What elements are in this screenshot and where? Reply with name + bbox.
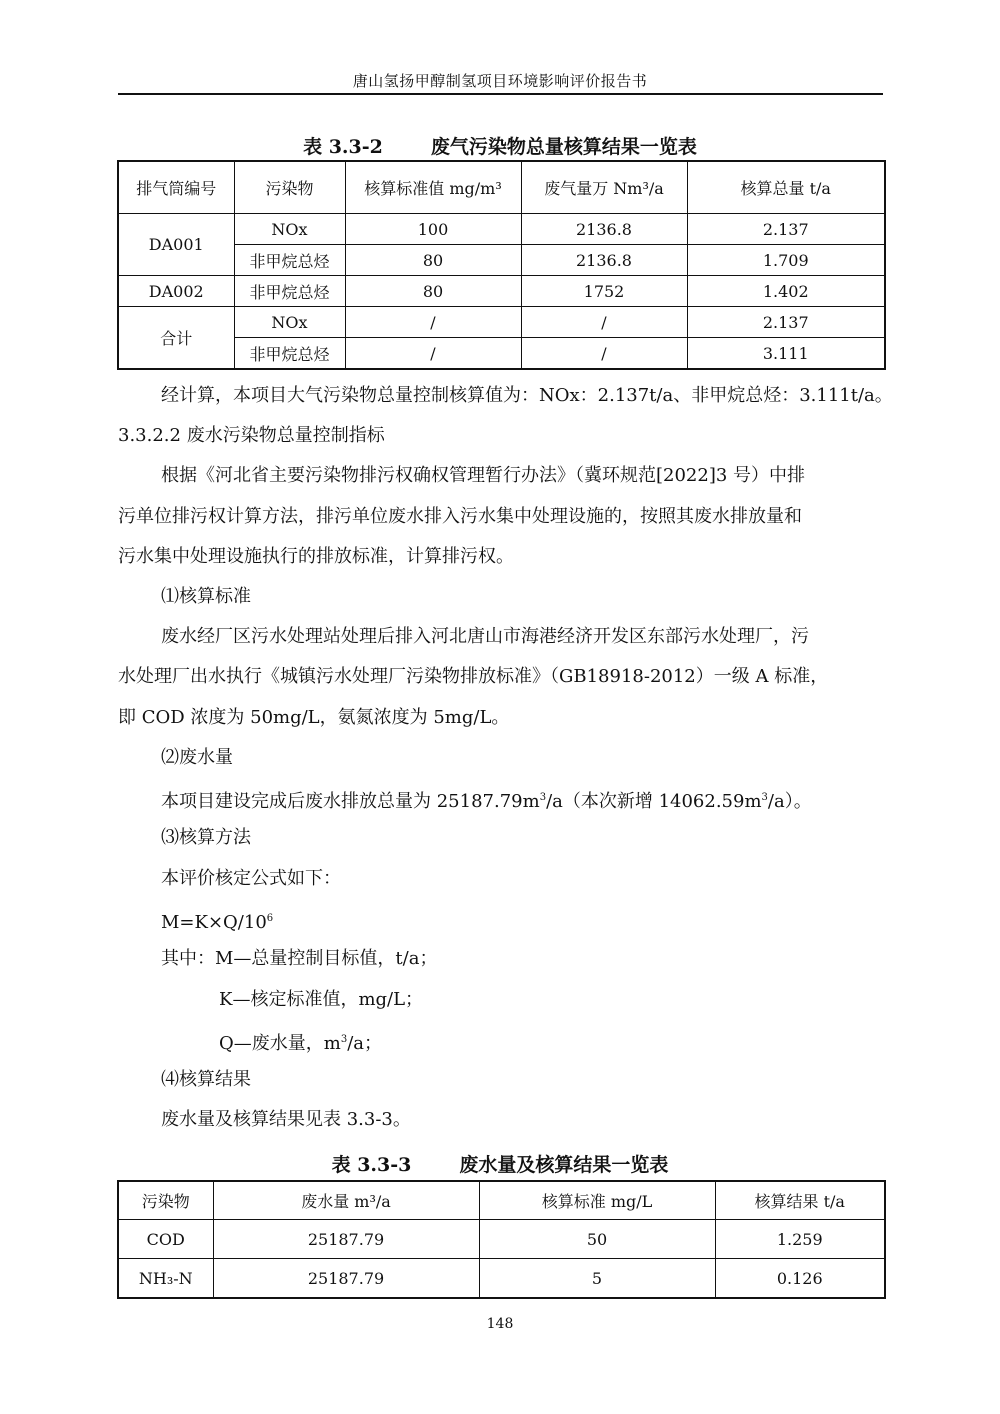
definition-q: Q—废水量，$m^3/a$； [219, 1033, 382, 1054]
table-row [118, 214, 885, 245]
table-header-row [118, 161, 885, 214]
column-header: 污染物 [118, 1181, 213, 1220]
table1-caption-title: 废气污染物总量核算结果一览表 [430, 136, 697, 158]
subsection-heading: ⑶核算方法 [161, 827, 251, 848]
column-header: 核算总量 t/a [687, 161, 885, 214]
total-cell: 2.137 [687, 214, 885, 245]
paragraph-line: 污单位排污权计算方法，排污单位废水排入污水集中处理设施的，按照其废水排放量和 [118, 506, 802, 527]
pollutant-cell: 非甲烷总烃 [234, 338, 345, 370]
page-number: 148 [486, 1316, 514, 1332]
result-cell: 0.126 [715, 1259, 885, 1299]
result-cell: 1.259 [715, 1220, 885, 1259]
stack-id-cell: 合计 [118, 307, 234, 370]
paragraph-line: 污水集中处理设施执行的排放标准，计算排污权。 [118, 546, 514, 567]
exhaust-pollutant-table [117, 160, 886, 370]
table-row [118, 245, 885, 276]
volume-cell: 2136.8 [521, 214, 687, 245]
summary-paragraph: 经计算，本项目大气污染物总量控制核算值为：NOx：2.137t/a、非甲烷总烃：3.111t/a。 [161, 385, 893, 406]
header-divider [118, 93, 883, 95]
pollutant-cell: 非甲烷总烃 [234, 245, 345, 276]
standard-cell: / [345, 338, 521, 370]
pollutant-cell: NOx [234, 307, 345, 338]
subsection-heading: ⑷核算结果 [161, 1069, 251, 1090]
formula: $M=K\times Q/10^6$ [161, 912, 274, 933]
table-row [118, 276, 885, 307]
paragraph-line: 废水量及核算结果见表 3.3-3。 [161, 1109, 411, 1130]
paragraph-line: 根据《河北省主要污染物排污权确权管理暂行办法》（冀环规范[2022]3 号）中排 [161, 465, 806, 486]
total-cell: 2.137 [687, 307, 885, 338]
table2-caption-number: 表 3.3-3 [331, 1154, 412, 1176]
total-cell: 1.402 [687, 276, 885, 307]
volume-cell: / [521, 307, 687, 338]
stack-id-cell: DA002 [118, 276, 234, 307]
table1-caption [0, 132, 1000, 159]
definition-k: K—核定标准值，mg/L； [219, 989, 424, 1010]
volume-cell: 25187.79 [213, 1259, 479, 1299]
column-header: 核算结果 t/a [715, 1181, 885, 1220]
standard-cell: 50 [479, 1220, 715, 1259]
table-row [118, 1259, 885, 1299]
table2-caption [0, 1150, 1000, 1177]
volume-cell: 25187.79 [213, 1220, 479, 1259]
table-row [118, 338, 885, 370]
pollutant-cell: NOx [234, 214, 345, 245]
subsection-heading: ⑴核算标准 [161, 586, 251, 607]
column-header: 核算标准 mg/L [479, 1181, 715, 1220]
paragraph-line: 废水经厂区污水处理站处理后排入河北唐山市海港经济开发区东部污水处理厂，污 [161, 626, 809, 647]
paragraph-line: 本评价核定公式如下： [161, 868, 341, 889]
paragraph-line: 水处理厂出水执行《城镇污水处理厂污染物排放标准》（GB18918-2012）一级 A 标准， [118, 666, 829, 687]
standard-cell: 80 [345, 276, 521, 307]
table1-caption-number: 表 3.3-2 [303, 136, 383, 158]
subsection-heading: ⑵废水量 [161, 747, 233, 768]
stack-id-cell: DA001 [118, 214, 234, 276]
column-header: 污染物 [234, 161, 345, 214]
total-cell: 3.111 [687, 338, 885, 370]
pollutant-cell: COD [118, 1220, 213, 1259]
table-row [118, 307, 885, 338]
column-header: 废水量 m³/a [213, 1181, 479, 1220]
volume-cell: 2136.8 [521, 245, 687, 276]
definition-m: 其中：M—总量控制目标值，t/a； [161, 948, 438, 969]
standard-cell: 5 [479, 1259, 715, 1299]
standard-cell: 80 [345, 245, 521, 276]
table-row [118, 1220, 885, 1259]
wastewater-volume-paragraph: 本项目建设完成后废水排放总量为 $25187.79m^3/a$（本次新增 $14062.59m^3/a$）。 [161, 791, 812, 812]
report-header-title: 唐山氢扬甲醇制氢项目环境影响评价报告书 [352, 72, 648, 90]
column-header: 核算标准值 mg/m³ [345, 161, 521, 214]
pollutant-cell: 非甲烷总烃 [234, 276, 345, 307]
table-header-row [118, 1181, 885, 1220]
column-header: 排气筒编号 [118, 161, 234, 214]
wastewater-result-table [117, 1180, 886, 1299]
standard-cell: / [345, 307, 521, 338]
column-header: 废气量万 Nm³/a [521, 161, 687, 214]
total-cell: 1.709 [687, 245, 885, 276]
paragraph-line: 即 COD 浓度为 50mg/L，氨氮浓度为 5mg/L。 [118, 707, 510, 728]
table2-caption-title: 废水量及核算结果一览表 [459, 1154, 669, 1176]
volume-cell: 1752 [521, 276, 687, 307]
standard-cell: 100 [345, 214, 521, 245]
pollutant-cell: NH₃-N [118, 1259, 213, 1299]
volume-cell: / [521, 338, 687, 370]
section-heading: 3.3.2.2 废水污染物总量控制指标 [118, 425, 385, 446]
